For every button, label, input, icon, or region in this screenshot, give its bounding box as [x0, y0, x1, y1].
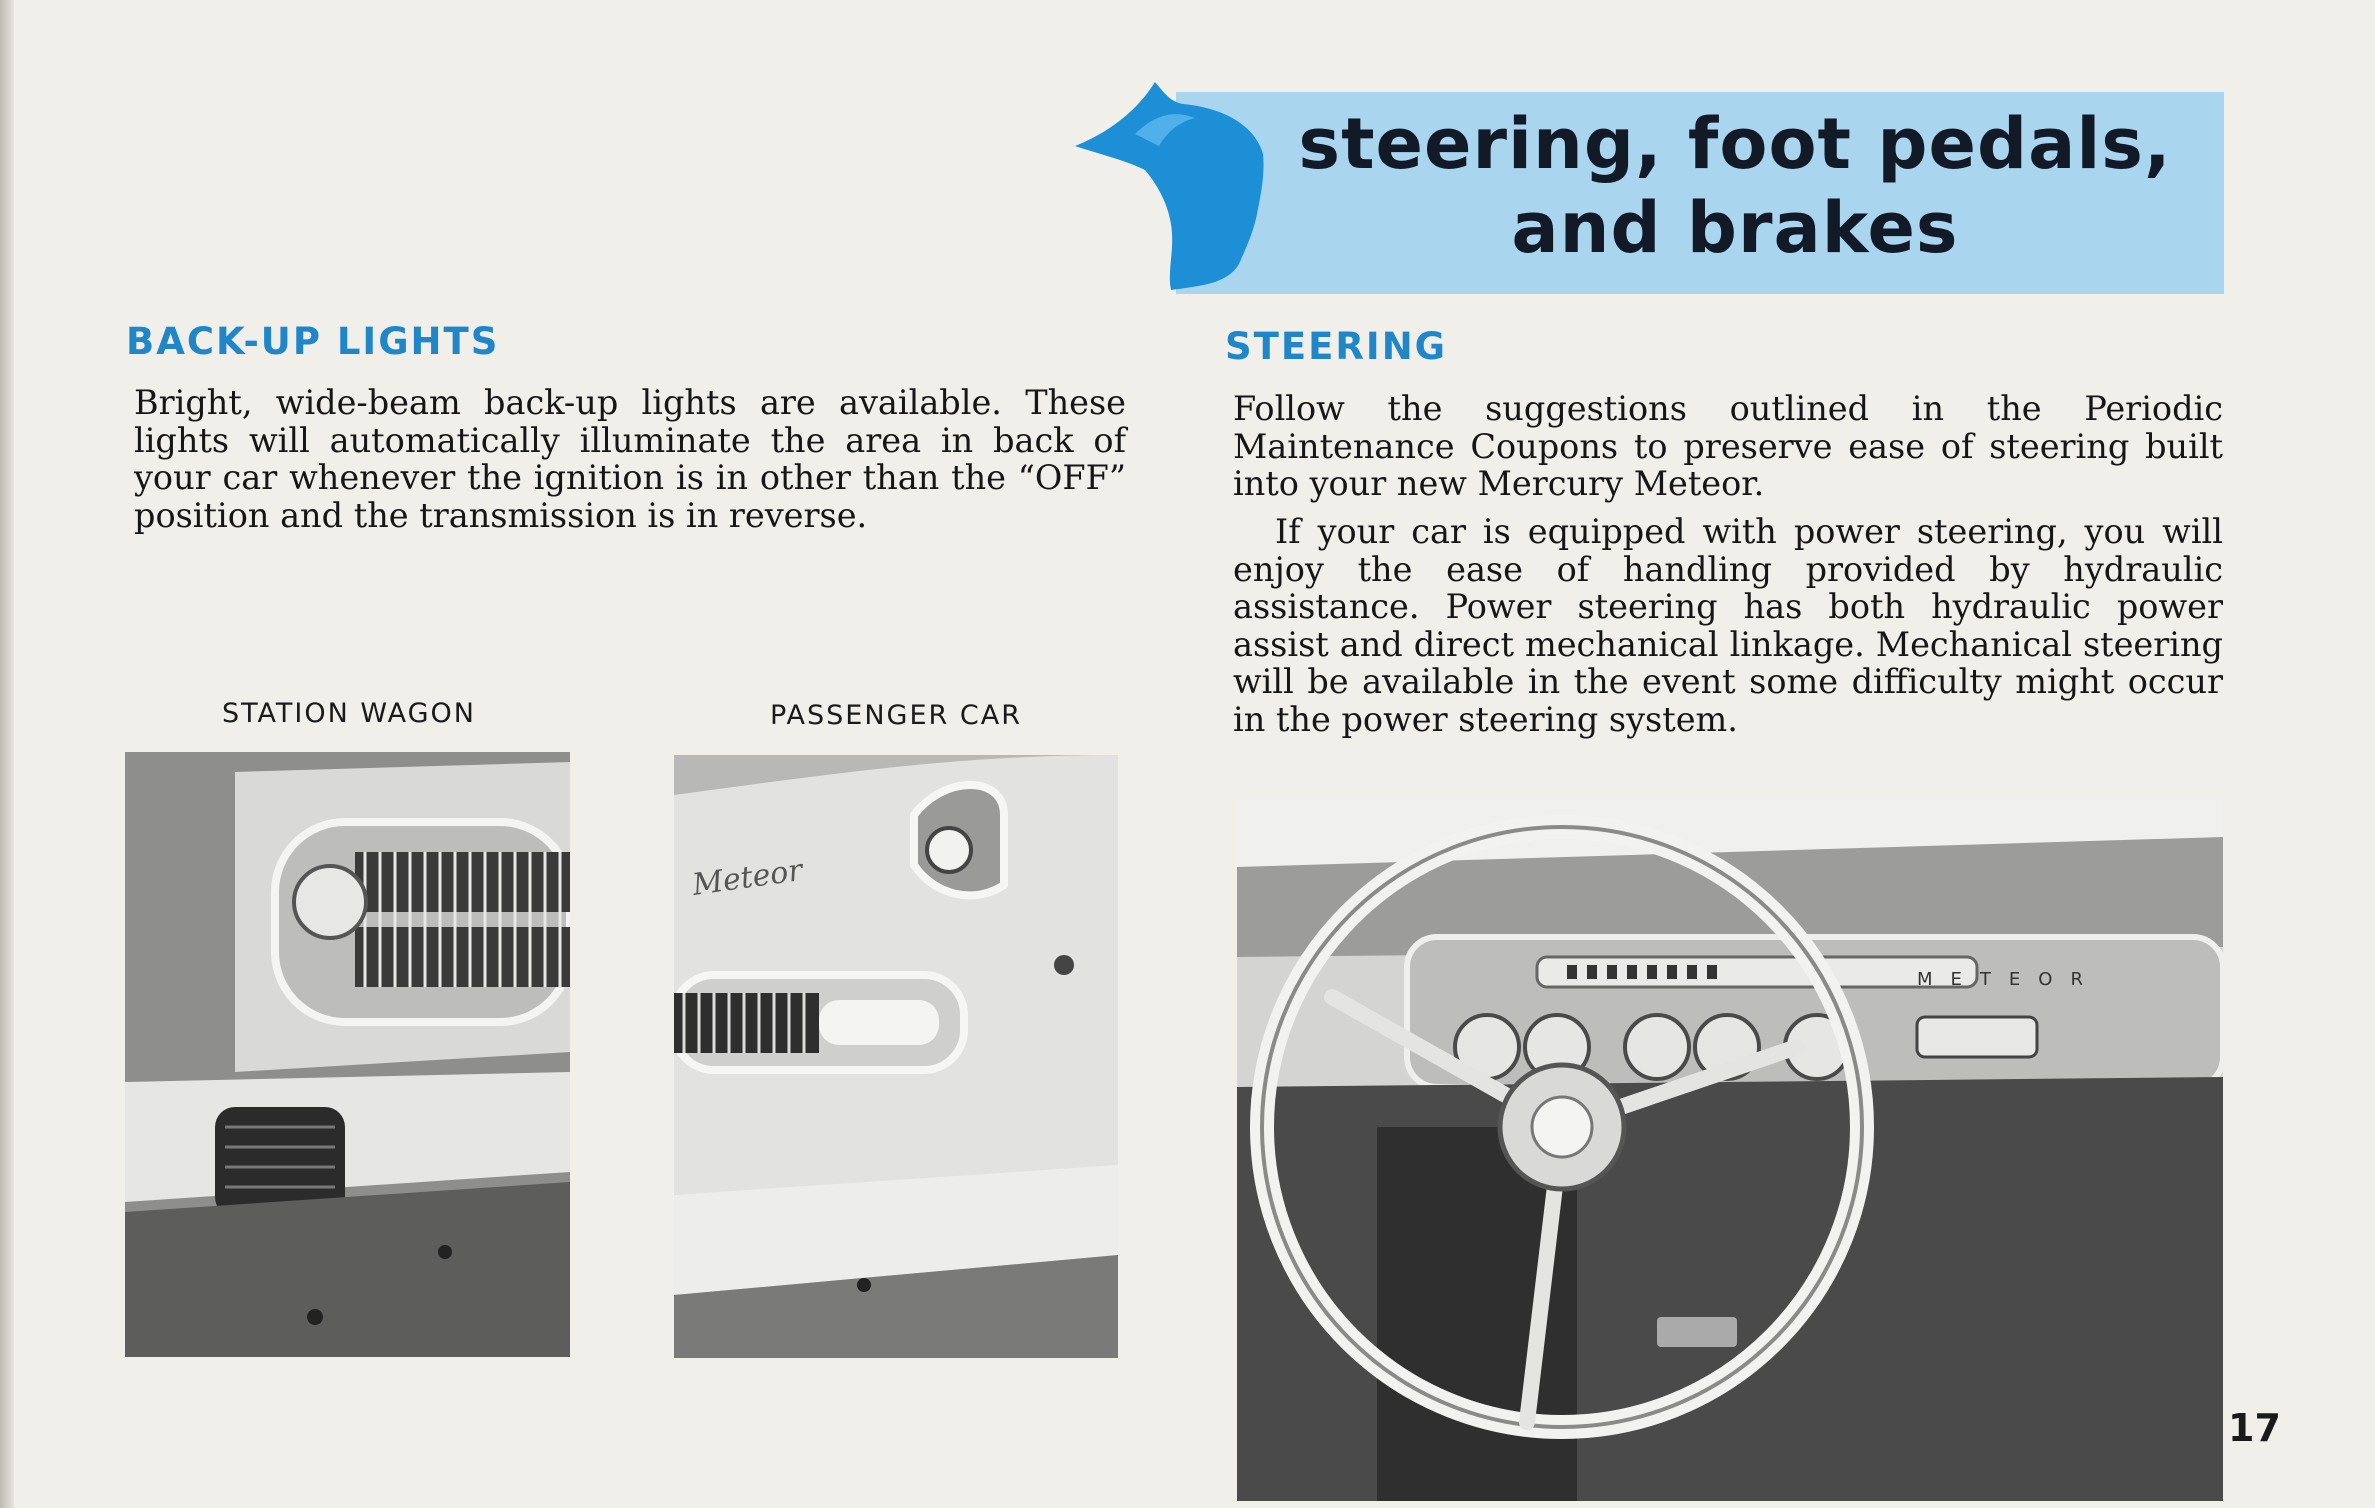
passenger-car-taillight-photo — [674, 755, 1118, 1358]
passenger-car-caption: PASSENGER CAR — [770, 700, 1022, 731]
steering-paragraph-1: Follow the suggestions outlined in the Periodic Maintenance Coupons to preserve ease of steering built into your new Mercury Meteor. — [1233, 389, 2223, 503]
steering-paragraph-2: If your car is equipped with power steering, you will enjoy the ease of handling provided by hydraulic assistance. Power steering has both hydraulic power assist and direct mechanical linkage. Mechanical steering will be available in the event some difficulty might occur in the power steering system. — [1233, 512, 2223, 739]
page-title — [1245, 102, 2225, 270]
backup-lights-paragraph: Bright, wide-beam back-up lights are available. These lights will automatically illuminate the area in back of your car whenever the ignition is in other than the “OFF” position and the transmission is in reverse. — [134, 383, 1126, 535]
page-number: 17 — [2228, 1406, 2281, 1450]
page-title-line-2: and brakes — [1511, 187, 1959, 269]
station-wagon-caption: STATION WAGON — [222, 698, 476, 729]
page-title-line-1: steering, foot pedals, — [1298, 103, 2172, 185]
station-wagon-taillight-photo — [125, 752, 570, 1357]
backup-lights-heading: BACK-UP LIGHTS — [126, 320, 500, 363]
svg-text:Meteor: Meteor — [690, 852, 805, 903]
steering-wheel-dashboard-photo — [1237, 797, 2223, 1501]
dash-badge-text: METEOR — [1917, 969, 2101, 990]
mercury-head-icon — [1075, 74, 1265, 294]
page-binding-shadow — [0, 0, 14, 1508]
steering-heading: STEERING — [1225, 325, 1448, 368]
